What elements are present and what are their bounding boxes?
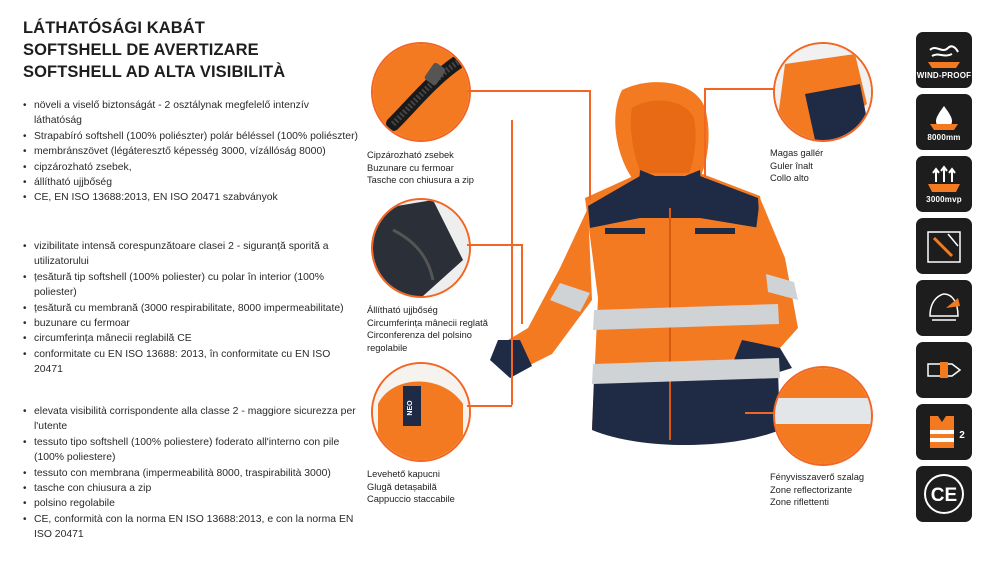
list-item: • növeli a viselő biztonságát - 2 osztálynak megfelelő intenzív láthatóság — [23, 98, 358, 129]
title-it: SOFTSHELL AD ALTA VISIBILITÀ — [23, 63, 286, 81]
collar-caption — [770, 147, 823, 185]
caption-line: Guler înalt — [770, 160, 813, 171]
caption-line: Fényvisszaverő szalag — [770, 472, 865, 482]
list-item: • CE, EN ISO 13688:2013, EN ISO 20471 szabványok — [23, 190, 358, 205]
title-ro: SOFTSHELL DE AVERTIZARE — [23, 41, 259, 59]
caption-line: Levehető kapucni — [367, 469, 440, 479]
list-item: • circumferința mânecii reglabilă CE — [23, 331, 358, 346]
caption-line: Magas gallér — [770, 148, 824, 158]
cuff-detail-image — [371, 198, 471, 298]
ce-mark-icon — [916, 466, 972, 522]
list-item: • țesătură tip softshell (100% poliester) cu polar în interior (100% poliester) — [23, 270, 358, 301]
connector-line — [511, 120, 513, 405]
title-hu: LÁTHATÓSÁGI KABÁT — [23, 19, 205, 37]
list-item: • állítható ujjbőség — [23, 175, 358, 190]
ce-mark-text: CE — [930, 485, 958, 506]
product-title — [23, 17, 353, 83]
caption-line: Glugă detașabilă — [367, 481, 437, 492]
waterproof-label: 8000mm — [927, 133, 961, 142]
connector-line — [589, 90, 591, 200]
list-item: • buzunare cu fermoar — [23, 316, 358, 331]
caption-line: Zone riflettenti — [770, 497, 829, 508]
pocket-caption — [367, 149, 474, 187]
hood-logo-text: NEO — [407, 400, 414, 416]
list-item: • tasche con chiusura a zip — [23, 481, 358, 496]
caption-line: Zone reflectorizante — [770, 484, 853, 495]
connector-line — [704, 88, 774, 90]
zipper-pocket-icon — [916, 218, 972, 274]
feature-list-hu — [23, 98, 358, 206]
cuff-caption — [367, 304, 488, 354]
connector-line — [745, 412, 775, 414]
list-item: • CE, conformità con la norma EN ISO 13688:2013, e con la norma EN ISO 20471 — [23, 512, 358, 543]
list-item: • tessuto tipo softshell (100% poliestere) foderato all'interno con pile (100% poliestere) — [23, 435, 358, 466]
caption-line: Tasche con chiusura a zip — [367, 175, 474, 186]
caption-line: regolabile — [367, 342, 408, 353]
list-item: • membránszövet (légáteresztő képesség 3000, vízállóság 8000) — [23, 144, 358, 159]
collar-detail-image — [773, 42, 873, 142]
caption-line: Circonferenza del polsino — [367, 330, 472, 341]
list-item: • Strapabíró softshell (100% poliészter) polár béléssel (100% poliészter) — [23, 129, 358, 144]
reflective-detail-image — [773, 366, 873, 466]
connector-line — [521, 244, 523, 324]
caption-line: Cipzározható zsebek — [367, 150, 454, 160]
reflective-caption — [770, 471, 864, 509]
list-item: • vizibilitate intensă corespunzătoare clasei 2 - siguranță sporită a utilizatorului — [23, 239, 358, 270]
breathable-label: 3000mvp — [926, 195, 962, 204]
adjustable-cuff-icon — [916, 342, 972, 398]
connector-line — [467, 244, 522, 246]
connector-line — [467, 90, 590, 92]
pocket-detail-image — [371, 42, 471, 142]
jacket-image — [480, 78, 810, 458]
caption-line: Circumferința mânecii reglată — [367, 317, 488, 328]
caption-line: Collo alto — [770, 173, 809, 184]
caption-line: Cappuccio staccabile — [367, 494, 455, 505]
hood-caption — [367, 468, 455, 506]
windproof-label: WIND-PROOF — [916, 71, 972, 80]
caption-line: Buzunare cu fermoar — [367, 162, 454, 173]
list-item: • țesătură cu membrană (3000 respirabilitate, 8000 impermeabilitate) — [23, 301, 358, 316]
windproof-icon — [916, 32, 972, 88]
feature-list-it — [23, 404, 358, 543]
list-item: • tessuto con membrana (impermeabilità 8000, traspirabilità 3000) — [23, 466, 358, 481]
caption-line: Állítható ujjbőség — [367, 305, 438, 315]
feature-list-ro — [23, 239, 358, 378]
list-item: • elevata visibilità corrispondente alla classe 2 - maggiore sicurezza per l'utente — [23, 404, 358, 435]
list-item: • polsino regolabile — [23, 496, 358, 511]
list-item: • conformitate cu EN ISO 13688: 2013, în conformitate cu EN ISO 20471 — [23, 347, 358, 378]
detachable-hood-icon — [916, 280, 972, 336]
hood-detail-image — [371, 362, 471, 462]
waterproof-icon — [916, 94, 972, 150]
high-visibility-class-icon — [916, 404, 972, 460]
connector-line — [704, 88, 706, 178]
connector-line — [467, 405, 512, 407]
class-number: 2 — [959, 430, 965, 441]
breathable-icon — [916, 156, 972, 212]
list-item: • cipzározható zsebek, — [23, 160, 358, 175]
